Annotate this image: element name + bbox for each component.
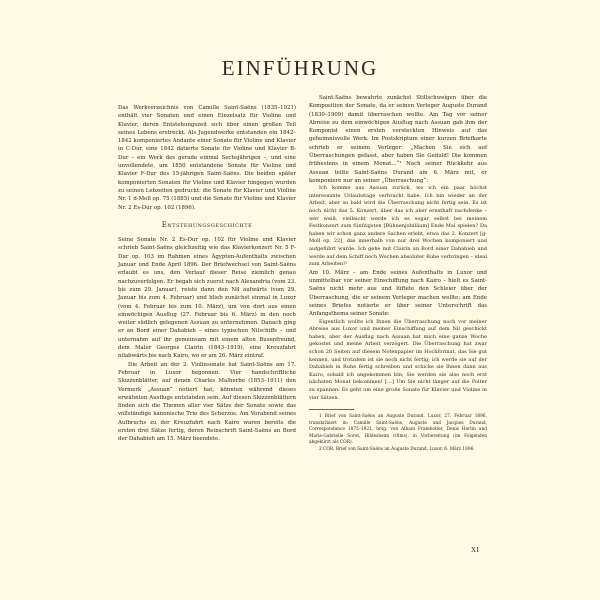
- body-paragraph: Saint-Saëns bewahrte zunächst Stillschweigen über die Komposition der Sonate, da er seinen Verleger Auguste Durand (1830–1909) damit überraschen wollte. Am Tag vor seiner Abreise zu dem einwöchigen Ausflug nach Assuan gab ihm der Komponist einen ersten versteckten Hinweis auf das geheimnisvolle Werk. Im Postskriptum einer kurzen Briefkarte schrieb er seinem Verleger: „Machen Sie sich auf Überraschungen gefasst, aber haben Sie Geduld! Die kommen frühestens in einem Monat…“¹ Nach seiner Rückkehr aus Assuan teilte Saint-Saëns Durand am 6. März mit, er komponiere nur an seiner „Überraschung“:: [309, 95, 487, 184]
- body-paragraph: Die Arbeit an der 2. Violinsonate hat Saint-Saëns am 17. Februar in Luxor begonnen. Vier handschriftliche Skizzenblätter, auf denen Charles Malherbe (1853–1911) den Vermerk „Assuan“ notiert hat, könnten während dieses erwähnten Ausflugs entstanden sein. Auf diesen Skizzenblättern finden sich die Themen aller vier Sätze der Sonate sowie das vollständige kanonische Trio des Scherzos. Am Vorabend seines Aufbruchs zu der Kreuzfahrt nach Kairo waren bereits die ersten drei Sätze fertig, deren Reinschrift Saint-Saëns an Bord der Dahabieh am 15. März beendete.: [118, 361, 296, 443]
- section-heading: Entstehungsgeschichte: [161, 220, 253, 229]
- block-quote: Eigentlich wollte ich Ihnen die Überraschung noch vor meiner Abreise aus Luxor und meiner Einschiffung auf dem Nil geschickt haben, aber der Ausflug nach Assuan hat mich eine ganze Woche gekostet und meine Arbeit verzögert. Die Überraschung hat zwar schon 20 Seiten auf diesem Notenpapier im Hochformat, das Sie gut kennen, und trotzdem ist sie noch nicht fertig; ich werde sie auf der Dahabieh in Ruhe fertig schreiben und schicke sie Ihnen dann aus Kairo, sobald ich angekommen bin; Sie werden sie also noch erst nächsten Monat bekommen! […] Um Sie nicht länger auf die Folter zu spannen: Es geht um eine große Sonate für Klavier und Violine in vier Sätzen.: [309, 318, 487, 401]
- footnote: 1 Brief von Saint-Saëns an Auguste Durand, Luxor, 27. Februar 1896, transkribiert in: Camille Saint-Saëns, Auguste und Jacques Durand, Correspondance 1875–1921, hrsg. von Albain Frambotier, Denis Herlin und Marie-Gabrielle Soret, Hildesheim (Olms), in Vorbereitung (im Folgenden abgekürzt als COR).: [309, 414, 487, 446]
- footnote-rule: [309, 409, 354, 410]
- right-column: [309, 94, 487, 453]
- footnote: 2 COR, Brief von Saint-Saëns an Auguste Durand, Luxor, 6. März 1896.: [319, 446, 475, 452]
- left-column: [118, 104, 296, 444]
- block-quote: Ich komme aus Assuan zurück, wo ich ein paar höchst interessante Urlaubstage verbracht habe. Ich bin wieder an der Arbeit, aber so bald wird die Überraschung nicht fertig sein. Es ist noch nicht das 5. Konzert, über das ich aber ernsthaft nachdenke – wer weiß, vielleicht werde ich es sogar selbst bei meinem Festkonzert zum fünfzigsten [Bühnenjubiläum] Ende Mai spielen? Da haben wir schon ganz andere Sachen erlebt, etwa das 2. Konzert [g-Moll op. 22], das innerhalb von nur drei Wochen komponiert und aufgeführt wurde. Ich gehe mit Clairin an Bord einer Dahabieh und werde auf dem Schiff noch Wochen absoluter Ruhe verbringen – ideal zum Arbeiten!²: [309, 185, 487, 268]
- body-paragraph: Am 10. März – am Ende seines Aufenthalts in Luxor und unmittelbar vor seiner Einschiffung nach Kairo – hielt es Saint-Saëns nicht mehr aus und lüftete den Schleier über der Überraschung, die er seinem Verleger machen wollte; am Ende seines Briefes notierte er über seiner Unterschrift das Anfangsthema seiner Sonate:: [309, 269, 487, 318]
- page-number: XI: [471, 546, 480, 554]
- body-paragraph: Seine Sonate Nr. 2 Es-Dur op. 102 für Violine und Klavier schrieb Saint-Saëns gleichzeitig wie das Klavierkonzert Nr. 5 F-Dur op. 103 im Rahmen eines Ägypten-Aufenthalts zwischen Januar und Ende April 1896. Der Briefwechsel von Saint-Saëns erlaubt es uns, den Verlauf dieser Reise ziemlich genau nachzuverfolgen. Er begab sich zuerst nach Alexandria (vom 23. bis zum 29. Januar), reiste dann den Nil aufwärts (vom 29. Januar bis zum 4. Februar) und blieb zunächst einmal in Luxor (vom 4. Februar bis zum 10. März), um von dort aus einen einwöchigen Ausflug (27. Februar bis 6. März) in den noch weiter südlich gelegenen Assuan zu unternehmen. Danach ging er an Bord einer Dahabieh – eines typischen Nilschiffs – und unternahm auf ihr gemeinsam mit einem alten Busenfreund, dem Maler Georges Clairin (1843–1919), eine Kreuzfahrt nilabwärts bis nach Kairo, wo er am 26. März eintraf.: [118, 237, 296, 360]
- intro-paragraph: Das Werkverzeichnis von Camille Saint-Saëns (1835–1921) enthält vier Sonaten und einen Einzelsatz für Violine und Klavier, deren Entstehungszeit sich über einen großen Teil seines Lebens erstreckt. Als Jugendwerke entstanden ein 1842–1842 komponiertes Andante einer Sonate für Violine und Klavier in C-Dur, eine 1842 datierte Sonate für Violine und Klavier B-Dur – ein Werk des gerade einmal Sechsjährigen –, und eine unvollendete, um 1850 entstandene Sonate für Violine und Klavier F-Dur des 15-jährigen Saint-Saëns. Die beiden später komponierten Sonaten für Violine und Klavier hingegen wurden zu seinen Lebzeiten gedruckt: die Sonate für Klavier und Violine Nr. 1 d-Moll op. 75 (1885) und die Sonate für Violine und Klavier Nr. 2 Es-Dur op. 102 (1896).: [118, 105, 296, 211]
- page-title: EINFÜHRUNG: [221, 56, 379, 80]
